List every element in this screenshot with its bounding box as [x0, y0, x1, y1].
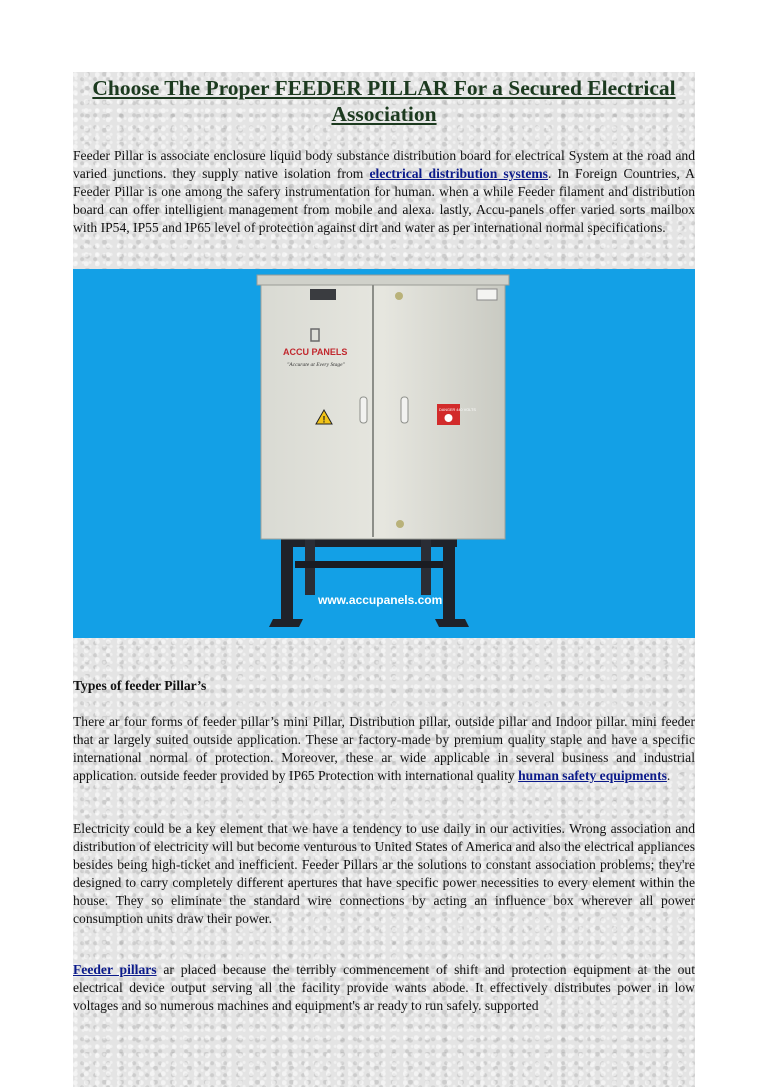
feeder-pillars-paragraph: [73, 961, 695, 1015]
right-nameplate: [477, 289, 497, 300]
document-page: [73, 72, 695, 1087]
electricity-paragraph: Electricity could be a key element that we have a tendency to use daily in our activities. Wrong association and distribution of electricity will but become venturous to United States of America and also the electrical appliances besides being high-ticket and inefficient. Feeder Pillars ar the solutions to constant association problems; they're designed to carry completely different apertures that have specific power necessities to every element within the house. They so eliminate the standard wire connections by acting an influence box wherever all power consumption units draw their power.: [73, 821, 695, 926]
page-title: Choose The Proper FEEDER PILLAR For a Secured Electrical Association: [92, 76, 676, 126]
website-caption: www.accupanels.com: [318, 593, 443, 607]
feeder-pillars-link[interactable]: Feeder pillars: [73, 962, 157, 977]
section-heading-types: Types of feeder Pillar’s: [73, 678, 207, 693]
left-nameplate: [310, 289, 336, 300]
logo-tagline: "Accurate at Every Stage": [287, 362, 345, 368]
stand: [269, 537, 469, 627]
logo-brand-text: ACCU PANELS: [283, 347, 348, 357]
types-text-end: .: [666, 768, 671, 783]
intro-paragraph: [73, 147, 695, 237]
bottom-lock: [396, 520, 404, 528]
svg-text:!: !: [322, 414, 326, 425]
left-handle: [360, 397, 367, 423]
types-paragraph: [73, 713, 695, 785]
electrical-distribution-systems-link[interactable]: electrical distribution systems: [369, 166, 548, 181]
feeder-pillar-illustration: [73, 269, 695, 638]
cabinet-roof: [257, 275, 509, 285]
danger-sign-text: DANGER 440 VOLTS: [439, 408, 476, 412]
human-safety-equipments-link[interactable]: human safety equipments: [518, 768, 667, 783]
feeder-pillar-photo: [73, 269, 695, 638]
types-text-start: There ar four forms of feeder pillar’s mini Pillar, Distribution pillar, outside pillar and Indoor pillar. mini feeder that ar largely suited outside application. These ar factory-made by premium quality staple and have a specific international normal of protection. Moreover, these ar wide applicable in several business and industrial application. outside feeder provided by IP65 Protection with international quality: [73, 714, 695, 783]
intro-text-start: Feeder Pillar is associate enclosure liquid body substance distribution board for electrical System at the road and varied junctions. they supply native isolation from: [73, 148, 695, 181]
intro-text-end: . In Foreign Countries, A Feeder Pillar is one among the safery instrumentation for human. when a while Feeder filament and distribution board can offer intelligient management from mobile and alexa. lastly, Accu-panels offer varied sorts mailbox with IP54, IP55 and IP65 level of protection against dirt and water as per international normal specifications.: [73, 166, 695, 235]
top-lock: [395, 292, 403, 300]
right-handle: [401, 397, 408, 423]
feeder-pillars-text: ar placed because the terribly commencement of shift and protection equipment at the out electrical device output serving all the facility provide wants abode. It effectively distributes power in low voltages and so numerous machines and equipment's ar ready to run safely. supported: [73, 962, 695, 1013]
